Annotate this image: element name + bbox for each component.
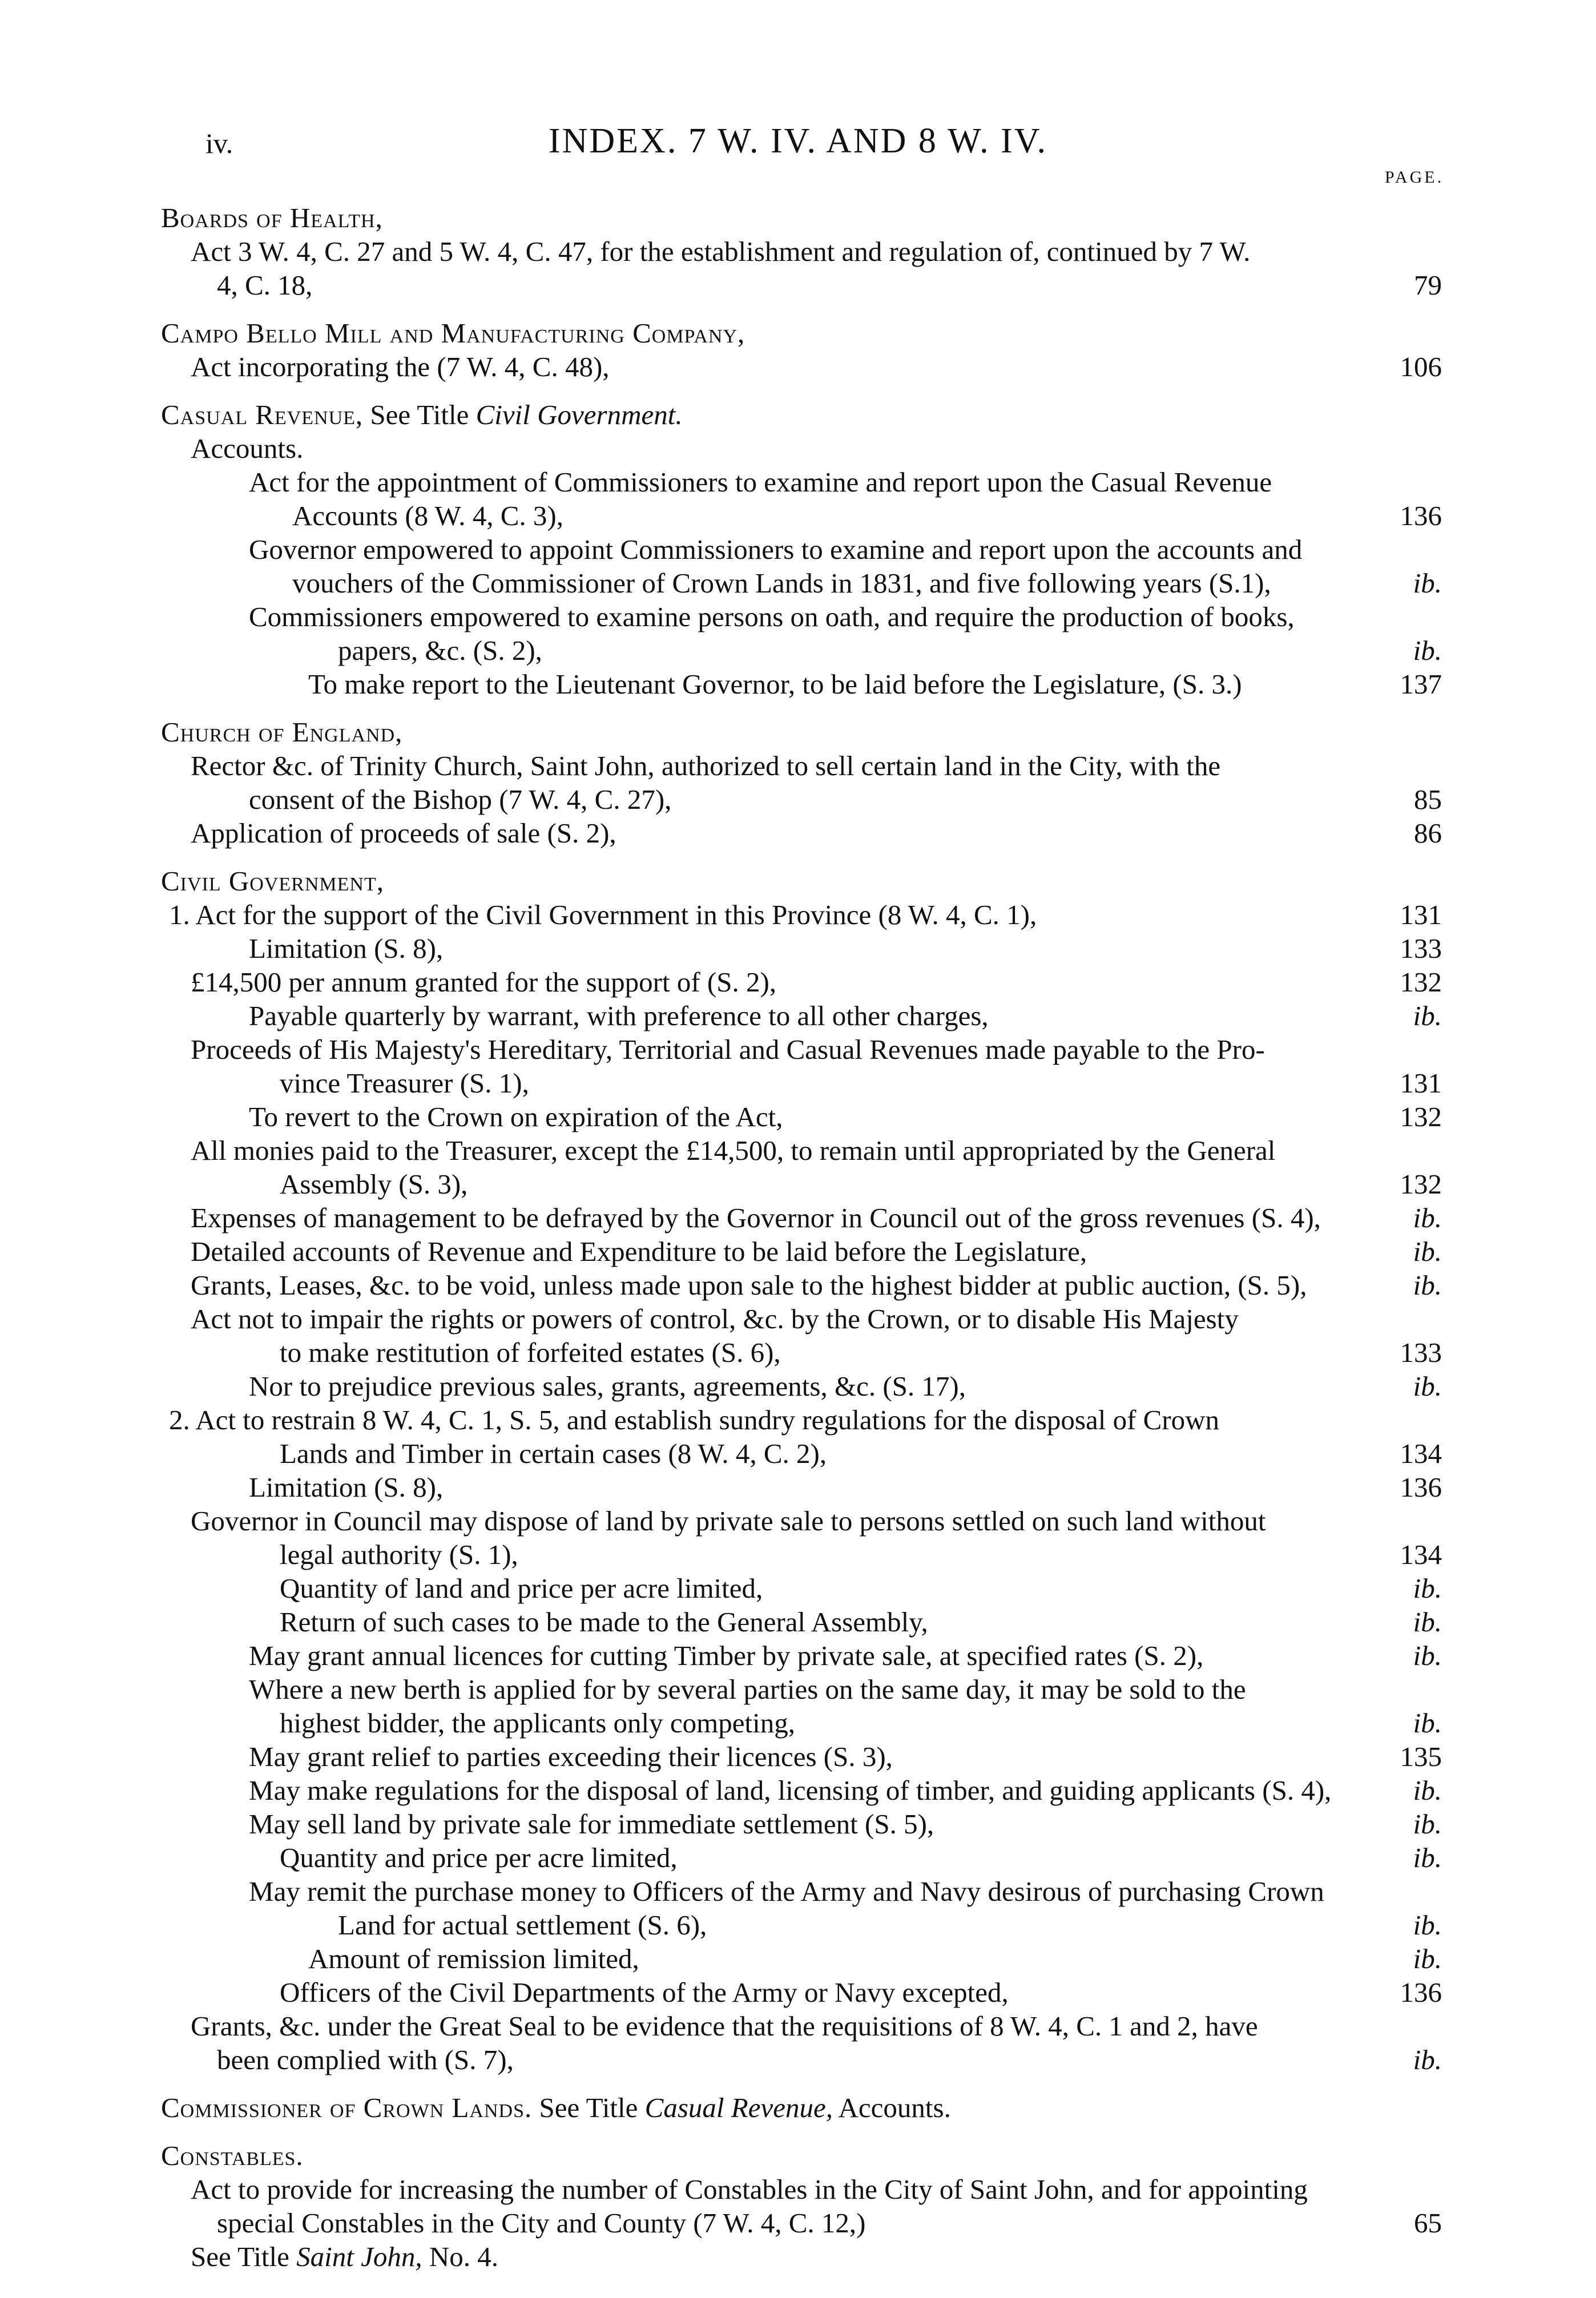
entry-text: Land for actual settlement (S. 6), — [338, 1909, 707, 1941]
index-line — [0, 1369, 1596, 1403]
index-line — [0, 2172, 1596, 2206]
entry-text: Limitation (S. 8), — [249, 933, 444, 964]
index-line — [0, 2240, 1596, 2273]
page-ref: ib. — [1413, 1269, 1442, 1301]
page-ref: 132 — [1400, 1101, 1442, 1132]
index-line — [0, 2043, 1596, 2077]
page-ref: ib. — [1413, 2044, 1442, 2075]
page-ref: ib. — [1413, 1573, 1442, 1604]
page-ref: ib. — [1413, 1606, 1442, 1638]
entry-text: To make report to the Lieutenant Governor, to be laid before the Legislature, (S. 3.) — [308, 668, 1242, 700]
index-line — [0, 1874, 1596, 1908]
index-line — [0, 1672, 1596, 1706]
page-ref: ib. — [1413, 1808, 1442, 1840]
page-ref: 86 — [1414, 817, 1442, 849]
index-line — [0, 749, 1596, 783]
index-heading-line — [0, 316, 1596, 350]
index-line — [0, 1134, 1596, 1167]
index-heading-line — [0, 715, 1596, 749]
page-ref: ib. — [1413, 1909, 1442, 1941]
index-heading: Constables. — [161, 2140, 304, 2171]
index-line — [0, 1100, 1596, 1134]
entry-text: Assembly (S. 3), — [280, 1168, 468, 1200]
page-ref: 85 — [1414, 784, 1442, 815]
page-ref: 79 — [1414, 269, 1442, 301]
entry-text: Nor to prejudice previous sales, grants, agreements, &c. (S. 17), — [249, 1370, 966, 1402]
entry-text: 4, C. 18, — [217, 269, 313, 301]
page-ref: ib. — [1413, 1236, 1442, 1267]
entry-text: May grant annual licences for cutting Timber by private sale, at specified rates (S. 2), — [249, 1640, 1204, 1671]
page-ref: ib. — [1413, 635, 1442, 666]
index-line — [0, 1942, 1596, 1976]
entry-text: legal authority (S. 1), — [280, 1539, 518, 1570]
page-ref: 136 — [1400, 1471, 1442, 1503]
entry-text: All monies paid to the Treasurer, except the £14,500, to remain until appropriated by the General — [191, 1135, 1276, 1166]
index-line — [0, 1571, 1596, 1605]
entry-text: been complied with (S. 7), — [217, 2044, 514, 2075]
entry-text: Quantity and price per acre limited, — [280, 1842, 678, 1873]
index-line — [0, 1201, 1596, 1235]
entry-text: Where a new berth is applied for by several parties on the same day, it may be sold to the — [249, 1674, 1246, 1705]
index-line — [0, 2206, 1596, 2240]
index-line — [0, 999, 1596, 1033]
index-line — [0, 667, 1596, 701]
entry-text: 1. Act for the support of the Civil Government in this Province (8 W. 4, C. 1), — [169, 899, 1037, 930]
index-line — [0, 1033, 1596, 1066]
page-ref: 134 — [1400, 1539, 1442, 1570]
page-ref: ib. — [1413, 1775, 1442, 1806]
see-suffix: No. 4. — [429, 2241, 499, 2272]
index-line — [0, 1740, 1596, 1773]
index-line — [0, 634, 1596, 667]
index-heading: Casual Revenue, — [161, 399, 364, 430]
entry-text: vouchers of the Commissioner of Crown Lands in 1831, and five following years (S.1), — [292, 567, 1271, 599]
index-heading: Boards of Health, — [161, 202, 383, 233]
entry-text: May make regulations for the disposal of land, licensing of timber, and guiding applicants (S. 4), — [249, 1775, 1332, 1806]
page-ref: ib. — [1413, 1943, 1442, 1974]
index-heading-line — [0, 864, 1596, 898]
page-ref: 135 — [1400, 1741, 1442, 1772]
page-ref: ib. — [1413, 567, 1442, 599]
index-line — [0, 465, 1596, 499]
page-ref: ib. — [1413, 1202, 1442, 1233]
index-line — [0, 499, 1596, 533]
page-ref: 132 — [1400, 966, 1442, 998]
page-column-label: PAGE. — [1385, 168, 1444, 187]
page-ref: ib. — [1413, 1000, 1442, 1031]
page-ref: ib. — [1413, 1842, 1442, 1873]
entry-text: to make restitution of forfeited estates (S. 6), — [280, 1337, 781, 1368]
index-entries — [0, 201, 1596, 2273]
entry-text: 2. Act to restrain 8 W. 4, C. 1, S. 5, and establish sundry regulations for the disposal of Crown — [169, 1404, 1220, 1436]
index-line — [0, 932, 1596, 965]
index-line — [0, 1841, 1596, 1874]
index-line — [0, 600, 1596, 634]
index-line — [0, 783, 1596, 816]
entry-text: Accounts (8 W. 4, C. 3), — [292, 500, 563, 531]
page-ref: 106 — [1400, 351, 1442, 382]
index-line — [0, 1268, 1596, 1302]
index-line — [0, 235, 1596, 268]
index-line — [0, 898, 1596, 932]
index-line — [0, 1504, 1596, 1538]
index-heading: Church of England, — [161, 716, 403, 748]
page-ref: 132 — [1400, 1168, 1442, 1200]
entry-text: Amount of remission limited, — [308, 1943, 639, 1974]
index-line — [0, 1538, 1596, 1571]
index-line — [0, 1605, 1596, 1639]
page-ref: ib. — [1413, 1370, 1442, 1402]
entry-text: Governor in Council may dispose of land by private sale to persons settled on such land without — [191, 1505, 1266, 1537]
entry-text: Payable quarterly by warrant, with preference to all other charges, — [249, 1000, 989, 1031]
index-heading: Civil Government, — [161, 865, 384, 897]
see-prefix: See Title — [370, 399, 469, 430]
entry-text: Expenses of management to be defrayed by the Governor in Council out of the gross revenues (S. 4), — [191, 1202, 1321, 1233]
entry-text: special Constables in the City and County (7 W. 4, C. 12,) — [217, 2207, 866, 2239]
entry-text: £14,500 per annum granted for the support of (S. 2), — [191, 966, 777, 998]
entry-text: Proceeds of His Majesty's Hereditary, Territorial and Casual Revenues made payable to the Pro- — [191, 1034, 1265, 1065]
index-line — [0, 566, 1596, 600]
entry-text: Limitation (S. 8), — [249, 1471, 444, 1503]
see-suffix: Accounts. — [838, 2092, 951, 2123]
page-ref: 136 — [1400, 1977, 1442, 2008]
see-title: Casual Revenue, — [644, 2092, 833, 2123]
index-line — [0, 1437, 1596, 1470]
index-line — [0, 1807, 1596, 1841]
entry-text: Commissioners empowered to examine persons on oath, and require the production of books, — [249, 601, 1295, 632]
page-ref: 133 — [1400, 933, 1442, 964]
entry-text: Detailed accounts of Revenue and Expenditure to be laid before the Legislature, — [191, 1236, 1087, 1267]
index-heading-line — [0, 398, 1596, 432]
entry-text: Lands and Timber in certain cases (8 W. 4, C. 2), — [280, 1438, 827, 1469]
entry-text: Grants, &c. under the Great Seal to be evidence that the requisitions of 8 W. 4, C. 1 and 2, have — [191, 2010, 1258, 2042]
entry-text: Officers of the Civil Departments of the Army or Navy excepted, — [280, 1977, 1009, 2008]
index-line — [0, 350, 1596, 384]
index-heading-line — [0, 2091, 1596, 2124]
index-heading: Commissioner of Crown Lands. — [161, 2092, 533, 2123]
see-title: Saint John, — [296, 2241, 422, 2272]
index-line — [0, 2009, 1596, 2043]
index-line — [0, 1773, 1596, 1807]
index-line — [0, 1908, 1596, 1942]
index-line — [0, 533, 1596, 566]
entry-text: May sell land by private sale for immediate settlement (S. 5), — [249, 1808, 934, 1840]
index-line — [0, 1403, 1596, 1437]
entry-text: Act not to impair the rights or powers of control, &c. by the Crown, or to disable His Majesty — [191, 1303, 1239, 1335]
see-title: Civil Government. — [475, 399, 683, 430]
index-heading: Campo Bello Mill and Manufacturing Company, — [161, 317, 745, 349]
page-ref: 137 — [1400, 668, 1442, 700]
index-line — [0, 1976, 1596, 2009]
index-heading-line — [0, 2139, 1596, 2172]
entry-text: Quantity of land and price per acre limited, — [280, 1573, 763, 1604]
index-line — [0, 432, 1596, 465]
page-ref: 136 — [1400, 500, 1442, 531]
entry-text: Act to provide for increasing the number of Constables in the City of Saint John, and for appointing — [191, 2174, 1308, 2205]
entry-text: May grant relief to parties exceeding their licences (S. 3), — [249, 1741, 893, 1772]
index-line — [0, 1470, 1596, 1504]
page-ref: 65 — [1414, 2207, 1442, 2239]
page-ref: 134 — [1400, 1438, 1442, 1469]
entry-text: Governor empowered to appoint Commissioners to examine and report upon the accounts and — [249, 534, 1303, 565]
index-line — [0, 1336, 1596, 1369]
index-line — [0, 1302, 1596, 1336]
see-prefix: See Title — [191, 2241, 289, 2272]
index-line — [0, 965, 1596, 999]
entry-text: Act incorporating the (7 W. 4, C. 48), — [191, 351, 610, 382]
page-ref: 131 — [1400, 1067, 1442, 1099]
page-ref: ib. — [1413, 1707, 1442, 1739]
entry-text: vince Treasurer (S. 1), — [280, 1067, 529, 1099]
entry-text: highest bidder, the applicants only competing, — [280, 1707, 795, 1739]
entry-text: Rector &c. of Trinity Church, Saint John, authorized to sell certain land in the City, with the — [191, 750, 1221, 781]
entry-text: consent of the Bishop (7 W. 4, C. 27), — [249, 784, 672, 815]
entry-text: Accounts. — [191, 433, 304, 464]
index-line — [0, 1639, 1596, 1672]
page-ref: ib. — [1413, 1640, 1442, 1671]
entry-text: Act for the appointment of Commissioners to examine and report upon the Casual Revenue — [249, 466, 1272, 498]
see-reference — [191, 2240, 498, 2273]
index-line — [0, 1235, 1596, 1268]
see-prefix: See Title — [539, 2092, 638, 2123]
entry-text: Application of proceeds of sale (S. 2), — [191, 817, 616, 849]
index-line — [0, 1167, 1596, 1201]
index-heading-line — [0, 201, 1596, 235]
page-title: INDEX. 7 W. IV. AND 8 W. IV. — [548, 122, 1047, 160]
entry-text: To revert to the Crown on expiration of the Act, — [249, 1101, 783, 1132]
index-heading-with-crossref — [161, 2091, 951, 2124]
index-heading-with-crossref — [161, 398, 683, 432]
page-ref: 131 — [1400, 899, 1442, 930]
index-line — [0, 816, 1596, 850]
entry-text: Grants, Leases, &c. to be void, unless made upon sale to the highest bidder at public auction, (S. 5), — [191, 1269, 1307, 1301]
entry-text: Return of such cases to be made to the General Assembly, — [280, 1606, 928, 1638]
index-line — [0, 268, 1596, 302]
entry-text: May remit the purchase money to Officers of the Army and Navy desirous of purchasing Crown — [249, 1876, 1324, 1907]
index-line — [0, 1706, 1596, 1740]
index-line — [0, 1066, 1596, 1100]
page-number: iv. — [205, 127, 233, 159]
page-ref: 133 — [1400, 1337, 1442, 1368]
entry-text: Act 3 W. 4, C. 27 and 5 W. 4, C. 47, for the establishment and regulation of, continued by 7 W. — [191, 236, 1251, 267]
entry-text: papers, &c. (S. 2), — [338, 635, 542, 666]
